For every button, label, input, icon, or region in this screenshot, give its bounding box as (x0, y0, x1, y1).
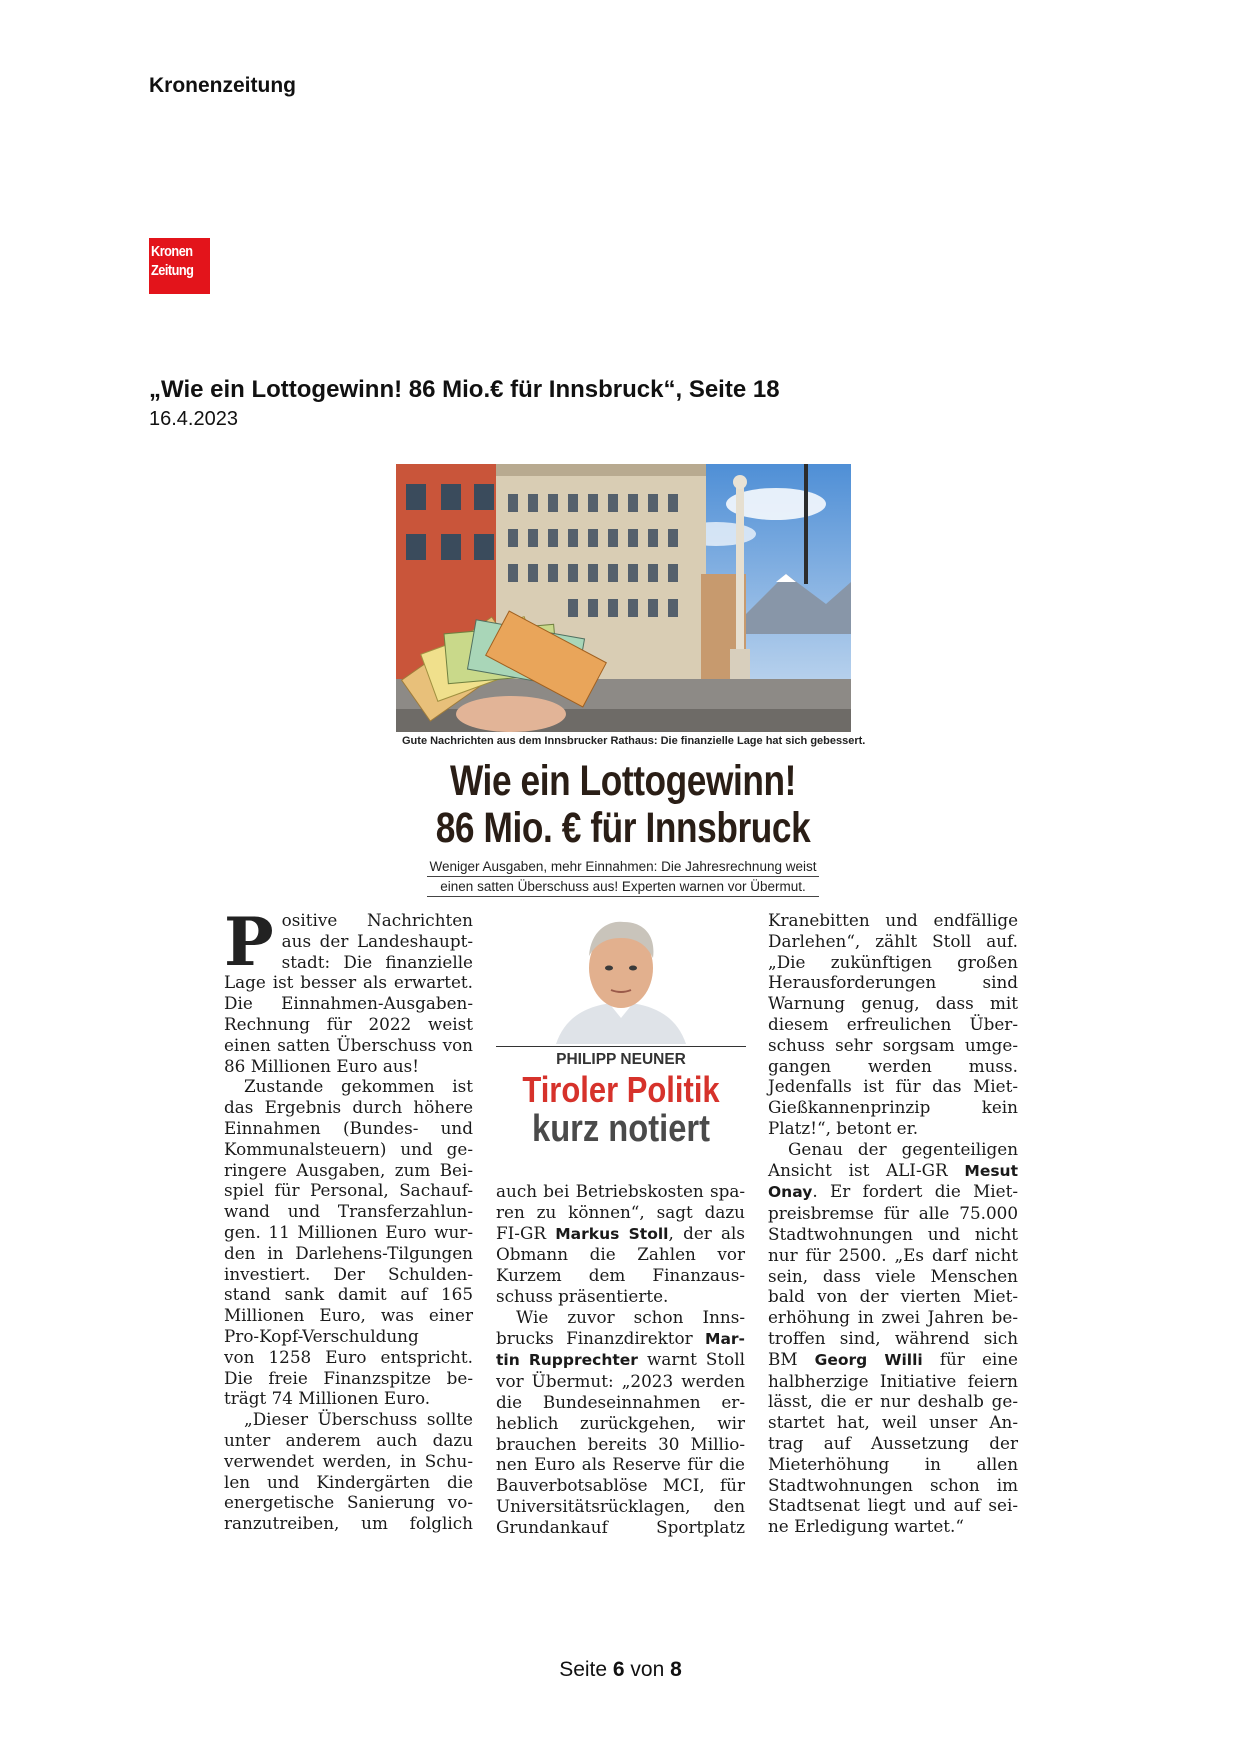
person-name: Onay (768, 1183, 813, 1202)
rubric-title: Tiroler Politik (522, 1069, 720, 1110)
text-line: ositive Nachrichten (281, 910, 473, 930)
text-line: Genau der gegenteiligen (788, 1138, 1018, 1159)
footer-prefix: Seite (559, 1658, 613, 1681)
article-column-2 (496, 1181, 745, 1538)
text-line: Stadtwohnungen schon im (768, 1474, 1018, 1495)
person-name: tin Rupprechter (496, 1351, 638, 1370)
text-run: BM (768, 1348, 815, 1369)
person-name: Georg Willi (814, 1350, 923, 1369)
text-line: Herausforderungen sind (768, 972, 1018, 993)
current-page: 6 (612, 1658, 625, 1681)
text-line: Kommunalsteuern) und ge- (224, 1138, 473, 1159)
text-line: Zustande gekommen ist (244, 1076, 473, 1097)
text-run: Ansicht ist ALI-GR (768, 1159, 965, 1180)
photo-caption: Gute Nachrichten aus dem Innsbrucker Rathaus: Die finanzielle Lage hat sich gebessert. (402, 735, 866, 747)
text-run: für eine (922, 1348, 1018, 1369)
text-line: ne Erledigung wartet.“ (768, 1516, 964, 1537)
text-line (768, 1349, 1018, 1371)
text-line: „Die zukünftigen großen (768, 951, 1018, 972)
text-line: die Bundeseinnahmen er- (496, 1391, 745, 1412)
text-line: Mieterhöhung in allen (768, 1453, 1018, 1474)
text-line: das Ergebnis durch höhere (224, 1097, 473, 1118)
footer-middle: von (624, 1658, 671, 1681)
text-line: vor Übermut: „2023 werden (496, 1371, 745, 1392)
text-line: Stadtsenat liegt und auf sei- (768, 1495, 1018, 1516)
kronen-zeitung-logo (149, 238, 210, 294)
text-line: trag auf Aussetzung der (768, 1432, 1018, 1453)
text-line: Grundankauf Sportplatz (496, 1516, 745, 1537)
text-line: Darlehen“, zählt Stoll auf. (768, 930, 1018, 951)
text-line: investiert. Der Schulden- (224, 1263, 473, 1284)
text-line: Warnung genug, dass mit (768, 993, 1018, 1014)
text-line (496, 1328, 745, 1350)
text-line: nen Euro als Reserve für die (496, 1454, 745, 1475)
text-line: Die Einnahmen-Ausgaben- (224, 993, 473, 1014)
text-line: wand und Transferzahlun- (224, 1201, 473, 1222)
text-line: spiel für Personal, Sachauf- (224, 1180, 473, 1201)
text-run: brucks Finanzdirektor (496, 1327, 706, 1348)
text-line: Kranebitten und endfällige (768, 910, 1018, 930)
text-line: ren zu können“, sagt dazu (496, 1201, 745, 1222)
text-line: bald von der vierten Miet- (768, 1286, 1018, 1307)
page-number (0, 1658, 1241, 1682)
text-run: , der als (668, 1222, 746, 1243)
text-run: warnt Stoll (637, 1349, 745, 1370)
text-line (496, 1349, 745, 1371)
text-line: aus der Landeshaupt- (281, 930, 473, 951)
text-line: heblich zurückgehen, wir (496, 1412, 745, 1433)
text-line: unter anderem auch dazu (224, 1429, 473, 1450)
person-name: Markus Stoll (555, 1224, 669, 1243)
text-line: trägt 74 Millionen Euro. (224, 1388, 431, 1409)
drop-cap: P (224, 903, 274, 981)
text-line: Pro-Kopf-Verschuldung (224, 1325, 419, 1346)
text-line: Universitätsrücklagen, den (496, 1495, 745, 1516)
article-headline (424, 758, 823, 852)
text-line: ranzutreiben, um folglich (224, 1513, 473, 1534)
document-title: „Wie ein Lottogewinn! 86 Mio.€ für Innsbruck“, Seite 18 (149, 376, 780, 403)
author-portrait (496, 906, 746, 1044)
text-line (768, 1181, 1018, 1203)
text-line: 86 Millionen Euro aus! (224, 1055, 420, 1076)
text-line: energetische Sanierung vo- (224, 1492, 473, 1513)
text-line: stand sank damit auf 165 (224, 1284, 473, 1305)
text-line: verwendet werden, in Schu- (224, 1450, 473, 1471)
logo-line-2: Zeitung (151, 262, 194, 279)
text-run: . Er fordert die Miet- (812, 1181, 1018, 1202)
rubric-subtitle: kurz notiert (532, 1108, 710, 1150)
text-line: schuss präsentierte. (496, 1285, 669, 1306)
subline-line-1: Weniger Ausgaben, mehr Einnahmen: Die Jahresrechnung weist (427, 857, 819, 877)
headline-line-1: Wie ein Lottogewinn! (449, 757, 796, 805)
text-line: erhöhung in zwei Jahren be- (768, 1307, 1018, 1328)
text-line: brauchen bereits 30 Millio- (496, 1433, 745, 1454)
text-line: halbherzige Initiative feiern (768, 1370, 1018, 1391)
headline-line-2: 86 Mio. € für Innsbruck (435, 804, 811, 852)
text-line: Gießkannenprinzip kein (768, 1097, 1018, 1118)
person-name: Mar- (705, 1329, 745, 1348)
text-line: stadt: Die finanzielle (281, 951, 473, 972)
text-line: auch bei Betriebskosten spa- (496, 1181, 745, 1201)
text-line: len und Kindergärten die (224, 1471, 473, 1492)
text-line (768, 1160, 1018, 1182)
text-line: lässt, die er nur deshalb ge- (768, 1391, 1018, 1412)
text-line: diesem erfreulichen Über- (768, 1013, 1018, 1034)
text-line: Millionen Euro, was einer (224, 1305, 473, 1326)
text-line: Rechnung für 2022 weist (224, 1013, 473, 1034)
article-column-1 (224, 903, 473, 1534)
text-line: gangen werden muss. (768, 1055, 1018, 1076)
text-line: Die freie Finanzspitze be- (224, 1367, 473, 1388)
text-line: Kurzem dem Finanzaus- (496, 1265, 745, 1286)
text-line: schuss sehr sorgsam umge- (768, 1034, 1018, 1055)
text-line: Platz!“, betont er. (768, 1117, 919, 1138)
text-line: startet hat, weil unser An- (768, 1412, 1018, 1433)
text-line: sein, dass viele Menschen (768, 1265, 1018, 1286)
publication-name: Kronenzeitung (149, 74, 296, 97)
text-line: preisbremse für alle 75.000 (768, 1203, 1018, 1224)
article-photo (396, 464, 851, 732)
text-line: Jedenfalls ist für das Miet- (768, 1076, 1018, 1097)
text-line: einen satten Überschuss von (224, 1034, 473, 1055)
logo-line-1: Kronen (151, 243, 193, 260)
article-column-3 (768, 910, 1018, 1537)
text-line: „Dieser Überschuss sollte (244, 1409, 473, 1430)
text-line: Einnahmen (Bundes- und (224, 1117, 473, 1138)
box-divider (496, 1046, 746, 1047)
text-line: Lage ist besser als erwartet. (224, 972, 473, 993)
text-line: Wie zuvor schon Inns- (516, 1306, 745, 1327)
text-line: troffen sind, während sich (768, 1327, 1018, 1348)
text-line: gen. 11 Millionen Euro wur- (224, 1221, 473, 1242)
text-line: den in Darlehens-Tilgungen (224, 1242, 473, 1263)
text-line: ringere Ausgaben, zum Bei- (224, 1159, 473, 1180)
total-pages: 8 (670, 1658, 682, 1681)
text-line: Stadtwohnungen und nicht (768, 1223, 1018, 1244)
subline-line-2: einen satten Überschuss aus! Experten warnen vor Übermut. (427, 877, 819, 897)
text-line: Obmann die Zahlen vor (496, 1244, 745, 1265)
document-date: 16.4.2023 (149, 408, 238, 430)
text-line: nur für 2500. „Es darf nicht (768, 1244, 1018, 1265)
text-line: von 1258 Euro entspricht. (224, 1346, 473, 1367)
text-run: FI-GR (496, 1222, 556, 1243)
person-name: Mesut (964, 1161, 1018, 1180)
author-name: PHILIPP NEUNER (556, 1051, 686, 1068)
text-line: Bauverbotsablöse MCI, für (496, 1475, 745, 1496)
text-line (496, 1223, 745, 1245)
